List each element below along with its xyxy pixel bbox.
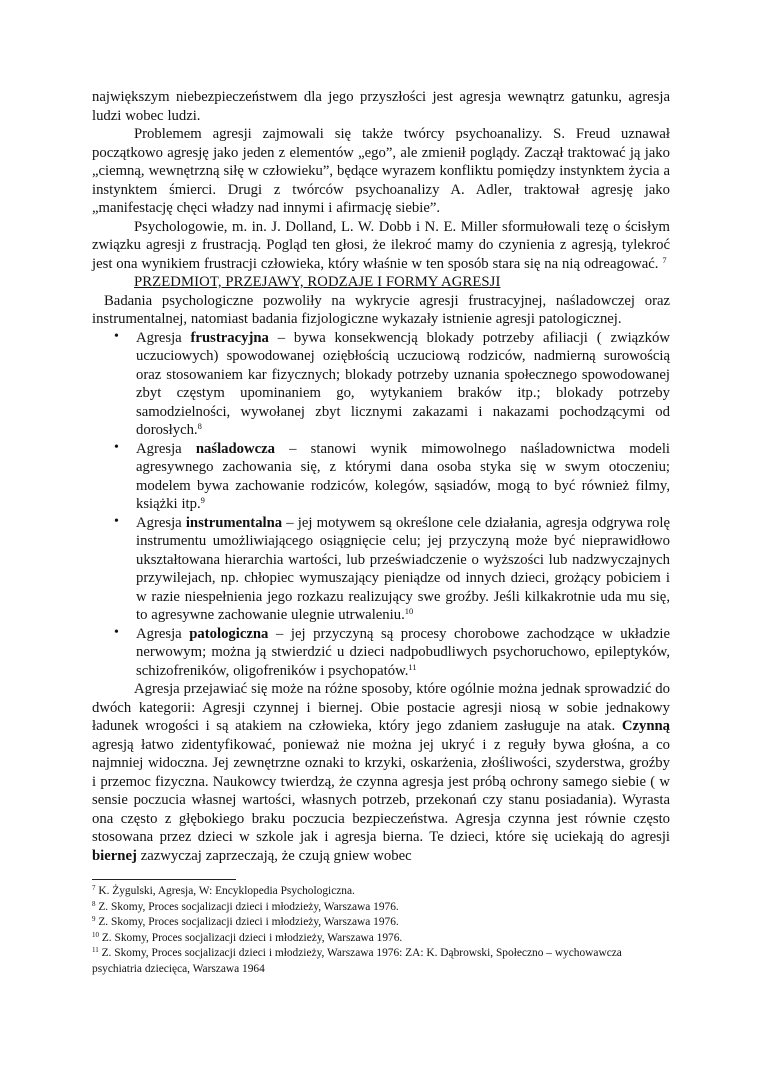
document-page	[92, 88, 670, 978]
list-item	[92, 329, 670, 440]
footnote-text: Z. Skomy, Proces socjalizacji dzieci i młodzieży, Warszawa 1976.	[95, 916, 399, 929]
footnote-ref-7[interactable]: 7	[662, 254, 667, 265]
footnote-ref-8[interactable]: 8	[197, 421, 202, 431]
footnote-ref-11[interactable]: 11	[408, 661, 417, 672]
section-heading: PRZEDMIOT, PRZEJAWY, RODZAJE I FORMY AGRESJI	[134, 274, 501, 290]
term-biernej: biernej	[92, 847, 137, 864]
footnote-ref-9[interactable]: 9	[200, 495, 205, 505]
bullet-icon: •	[114, 513, 119, 529]
list-item-prefix: Agresja	[136, 440, 196, 457]
list-item-text	[136, 514, 670, 625]
footnote-number: 11	[92, 946, 99, 955]
list-item-prefix: Agresja	[136, 329, 191, 346]
footnote-separator	[92, 879, 236, 880]
footnote	[92, 931, 670, 947]
bullet-icon: •	[114, 624, 119, 640]
list-item-description: – jej motywem są określone cele działania, agresja odgrywa rolę instrumentu umożliwiającego osiągnięcie celu; jej przyczyną może być nieprawidłowo ukształtowana hierarchia wartości, lub przeświadczenie o wyższości lub nadzwyczajnych przywilejach, np. chłopiec wymuszający pieniądze od innych dzieci, grożący pobiciem i w razie niespełnienia jego rozkazu realizujący swe groźby. Jeśli kilkakrotnie uda mu się, to agresywne zachowanie ulegnie utrwaleniu.	[136, 514, 670, 623]
list-item-description: – jej przyczyną są procesy chorobowe zachodzące w układzie nerwowym; można ją stwierdzić u dzieci nadpobudliwych psychoruchowo, epileptyków, schizofreników, oligofreników i psychopatów.	[136, 625, 670, 679]
paragraph-text: Agresja przejawiać się może na różne sposoby, które ogólnie można jednak sprowadzić do dwóch kategorii: Agresji czynnej i biernej. Obie postacie agresji niosą w sobie jednakowy ładunek wrogości i są atakiem na człowieka, który jego zdaniem zasługuje na atak.	[92, 681, 670, 734]
list-item-text	[136, 625, 670, 681]
list-item	[92, 440, 670, 514]
list-item	[92, 625, 670, 681]
list-item-description: – stanowi wynik mimowolnego naśladownictwa modeli agresywnego zachowania się, z którymi dana osoba styka się w swym otoczeniu; modelem bywa zachowanie rodziców, kolegów, sąsiadów, mogą to być również filmy, książki itp.	[136, 440, 670, 512]
footnote-text: Z. Skomy, Proces socjalizacji dzieci i młodzieży, Warszawa 1976: ZA: K. Dąbrowski, Społeczno – wychowawcza psychiatria dziecięca, Warszawa 1964	[92, 947, 622, 975]
footnotes	[92, 884, 670, 978]
aggression-types-list	[92, 329, 670, 681]
list-item-prefix: Agresja	[136, 514, 186, 531]
list-item-text	[136, 329, 670, 440]
footnote-number: 8	[92, 899, 96, 908]
footnote-number: 7	[92, 884, 96, 892]
footnote-number: 10	[92, 930, 99, 939]
footnote	[92, 884, 670, 900]
paragraph-research-types: Badania psychologiczne pozwoliły na wykrycie agresji frustracyjnej, naśladowczej oraz instrumentalnej, natomiast badania fizjologiczne wykazały istnienie agresji patologicznej.	[92, 292, 670, 327]
footnote-text: Z. Skomy, Proces socjalizacji dzieci i młodzieży, Warszawa 1976.	[99, 931, 403, 944]
footnote	[92, 915, 670, 931]
list-item-prefix: Agresja	[136, 625, 190, 642]
list-item	[92, 514, 670, 625]
list-item-text	[136, 440, 670, 514]
bullet-icon: •	[114, 328, 119, 344]
paragraph-text: zazwyczaj zaprzeczają, że czują gniew wobec	[136, 847, 412, 864]
footnote-text: Z. Skomy, Proces socjalizacji dzieci i młodzieży, Warszawa 1976.	[95, 900, 399, 913]
paragraph-frustration-thesis	[92, 218, 670, 274]
paragraph-intro-continuation: największym niebezpieczeństwem dla jego przyszłości jest agresja wewnątrz gatunku, agresja ludzi wobec ludzi.	[92, 89, 670, 124]
term-nasladowcza: naśladowcza	[195, 440, 275, 457]
paragraph-frustration-text: Psychologowie, m. in. J. Dolland, L. W. Dobb i N. E. Miller sformułowali tezę o ścisłym związku agresji z frustracją. Pogląd ten głosi, że ilekroć mamy do czynienia z agresją, tylekroć jest ona wynikiem frustracji człowieka, który właśnie w ten sposób stara się na nią odreagować.	[92, 218, 670, 272]
bullet-icon: •	[114, 439, 119, 455]
footnote-number: 9	[92, 915, 96, 924]
footnote	[92, 900, 670, 916]
term-czynna: Czynną	[621, 718, 670, 734]
paragraph-psychoanalysis: Problemem agresji zajmowali się także twórcy psychoanalizy. S. Freud uznawał początkowo agresję jako jeden z elementów „ego”, ale zmienił poglądy. Zaczął traktować ją jako „ciemną, wewnętrzną siłę w człowieku”, będące wyrazem konfliktu pomiędzy instynktem życia a instynktem śmierci. Drugi z twórców psychoanalizy A. Adler, traktował agresję jako „manifestację chęci władzy nad innymi i afirmację siebie”.	[92, 126, 670, 216]
term-frustracyjna: frustracyjna	[190, 329, 269, 346]
term-instrumentalna: instrumentalna	[185, 514, 283, 531]
paragraph-text: agresją łatwo zidentyfikować, ponieważ nie można jej ukryć i z reguły bywa głośna, a co najmniej widoczna. Jej zewnętrzne oznaki to krzyki, oskarżenia, złośliwości, szyderstwa, groźby i przemoc fizyczna. Naukowcy twierdzą, że czynna agresja jest próbą ochrony samego siebie ( w sensie poczucia własnej wartości, własnych potrzeb, przekonań czy stanu posiadania). Wyrasta ona często z głębokiego braku poczucia bezpieczeństwa. Agresja czynna jest równie często stosowana przez dzieci w szkole jak i agresja bierna. Te dzieci, które się uciekają do agresji	[92, 736, 670, 845]
footnote	[92, 946, 670, 977]
list-item-description: – bywa konsekwencją blokady potrzeby afiliacji ( związków uczuciowych) spowodowanej oziębłością uczuciową rodziców, nadmierną surowością oraz stosowaniem kar fizycznych; blokady potrzeby uznania społecznego spowodowanej zbyt częstym upominaniem go, wytykaniem braków itp.; blokady potrzeby samodzielności, wywołanej zbyt licznymi zakazami i nakazami pochodzącymi od dorosłych.	[136, 329, 670, 438]
footnote-text: K. Żygulski, Agresja, W: Encyklopedia Psychologiczna.	[95, 885, 355, 897]
footnote-ref-10[interactable]: 10	[404, 606, 414, 616]
paragraph-active-passive	[92, 680, 670, 865]
term-patologiczna: patologiczna	[189, 625, 269, 642]
